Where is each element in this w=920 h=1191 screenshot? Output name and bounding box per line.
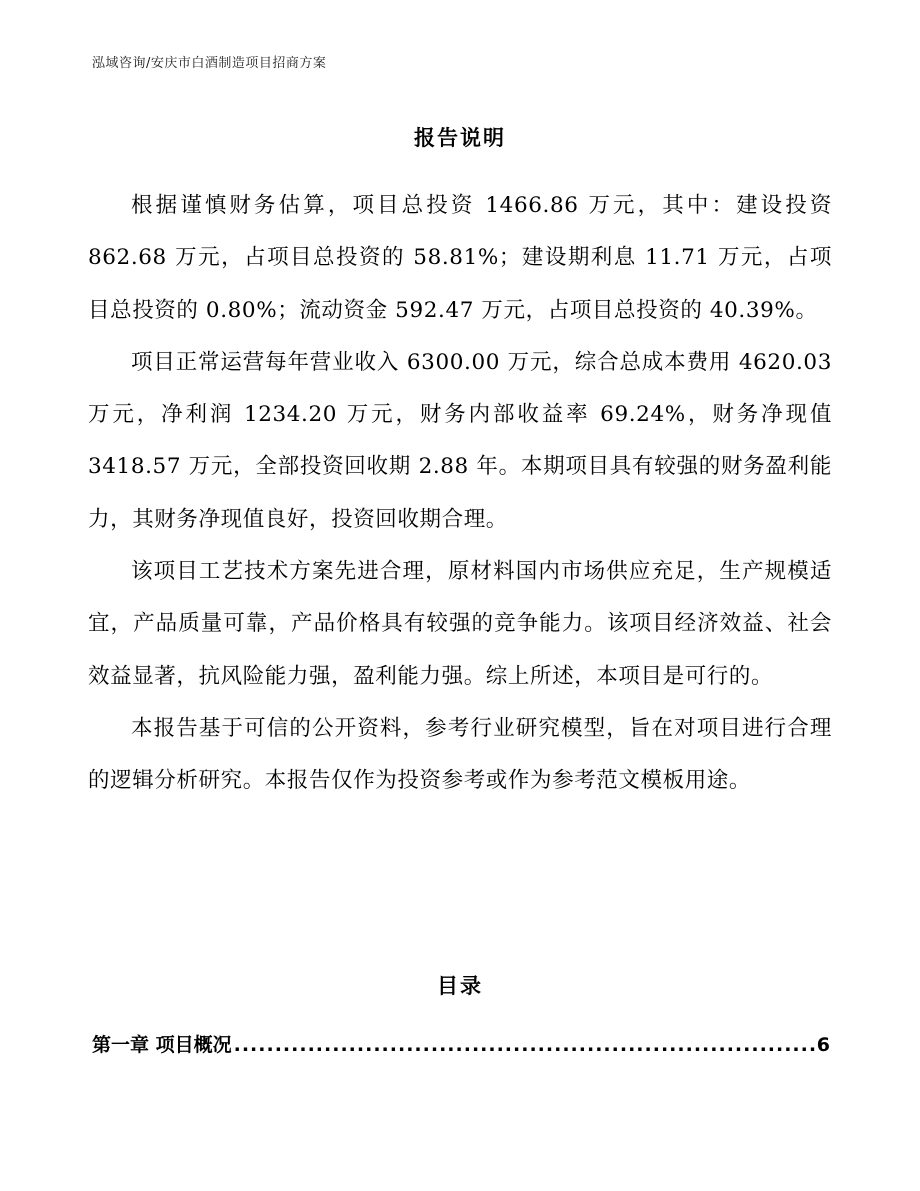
toc-title: 目录 <box>437 974 483 998</box>
toc-entry-label: 第一章 项目概况 <box>92 1034 232 1056</box>
report-body <box>88 180 832 808</box>
paragraph-feasibility: 该项目工艺技术方案先进合理，原材料国内市场供应充足，生产规模适宜，产品质量可靠，产品价格具有较强的竞争能力。该项目经济效益、社会效益显著，抗风险能力强，盈利能力强。综上所述，本项目是可行的。 <box>88 559 832 689</box>
paragraph-disclaimer: 本报告基于可信的公开资料，参考行业研究模型，旨在对项目进行合理的逻辑分析研究。本报告仅作为投资参考或作为参考范文模板用途。 <box>88 715 832 794</box>
running-header: 泓域咨询/安庆市白酒制造项目招商方案 <box>92 56 327 71</box>
toc-leader-dots <box>234 1034 815 1056</box>
toc-entry-page: 6 <box>816 1034 830 1056</box>
toc-entry[interactable] <box>92 1030 830 1057</box>
paragraph-investment: 根据谨慎财务估算，项目总投资 1466.86 万元，其中：建设投资 862.68 万元，占项目总投资的 58.81%；建设期利息 11.71 万元，占项目总投资的 0.80%；流动资金 592.47 万元，占项目总投资的 40.39%。 <box>88 193 832 323</box>
paragraph-revenue: 项目正常运营每年营业收入 6300.00 万元，综合总成本费用 4620.03 万元，净利润 1234.20 万元，财务内部收益率 69.24%，财务净现值 3418.57 万元，全部投资回收期 2.88 年。本期项目具有较强的财务盈利能力，其财务净现值良好，投资回收期合理。 <box>88 349 832 532</box>
report-title: 报告说明 <box>414 126 506 150</box>
